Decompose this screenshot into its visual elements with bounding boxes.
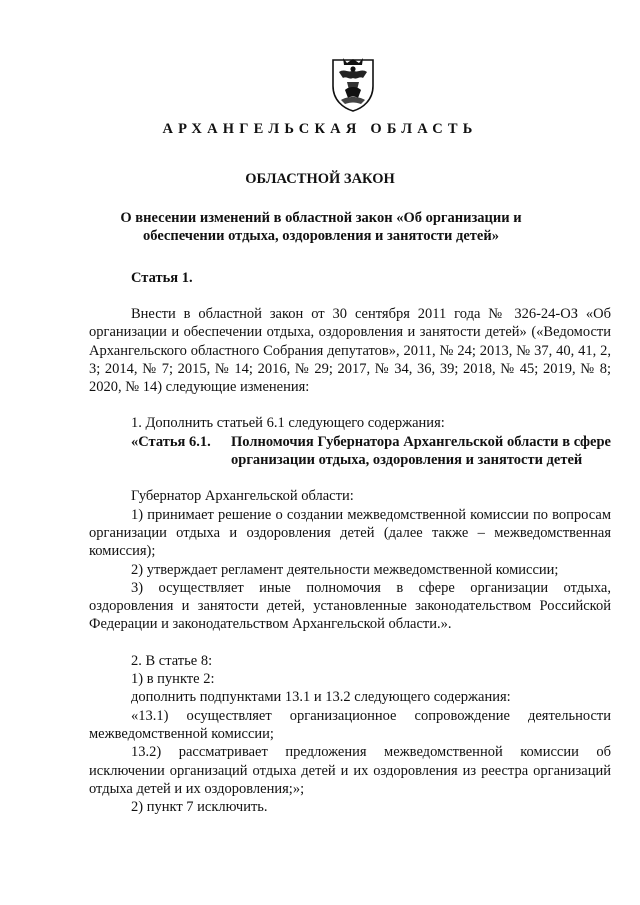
law-title: О внесении изменений в областной закон «Об организации и обеспечении отдыха, оздоровления и занятости детей»: [120, 210, 522, 244]
governor-power-3: 3) осуществляет иные полномочия в сфере организации отдыха, оздоровления и занятости детей, установленные законодательством Российской Федерации и законодательством Архангельской области.».: [89, 579, 611, 633]
law-type-heading: ОБЛАСТНОЙ ЗАКОН: [245, 171, 395, 187]
item-2-1-text: дополнить подпунктами 13.1 и 13.2 следующего содержания:: [131, 689, 511, 706]
article-1-intro: Внести в областной закон от 30 сентября 2011 года № 326-24-ОЗ «Об организации и обеспечении отдыха, оздоровления и занятости детей» («Ведомости Архангельского областного Собрания депутатов», 2011, № 24; 2013, № 37, 40, 41, 2, 3; 2014, № 7; 2015, № 14; 2016, № 29; 2017, № 34, 36, 39; 2018, № 45; 2019, № 8; 2020, № 14) следующие изменения:: [89, 306, 611, 396]
governor-intro: Губернатор Архангельской области:: [131, 488, 354, 505]
item-2-2: 2) пункт 7 исключить.: [131, 799, 268, 816]
subitem-13-2: 13.2) рассматривает предложения межведомственной комиссии об исключении организаций отдыха детей и их оздоровления из реестра организаций отдыха детей и их оздоровления;»;: [89, 744, 611, 797]
new-article-title: Полномочия Губернатора Архангельской области в сфере организации отдыха, оздоровления и занятости детей: [231, 433, 611, 469]
subitem-13-1: «13.1) осуществляет организационное сопровождение деятельности межведомственной комиссии;: [89, 707, 611, 742]
article-1-heading: Статья 1.: [131, 270, 193, 286]
item-2: 2. В статье 8:: [131, 652, 213, 669]
article-1-body: [89, 305, 611, 816]
item-1: 1. Дополнить статьей 6.1 следующего содержания:: [131, 415, 445, 432]
item-2-1: 1) в пункте 2:: [131, 671, 215, 688]
coat-of-arms-emblem: [327, 56, 379, 112]
new-article-6-1: [89, 433, 611, 470]
region-name: АРХАНГЕЛЬСКАЯ ОБЛАСТЬ: [162, 121, 478, 137]
governor-power-1: 1) принимает решение о создании межведомственной комиссии по вопросам организации отдыха и оздоровления детей (далее также – межведомственная комиссия);: [89, 506, 611, 560]
new-article-label: «Статья 6.1.: [131, 433, 211, 450]
governor-power-2: 2) утверждает регламент деятельности межведомственной комиссии;: [131, 561, 559, 578]
